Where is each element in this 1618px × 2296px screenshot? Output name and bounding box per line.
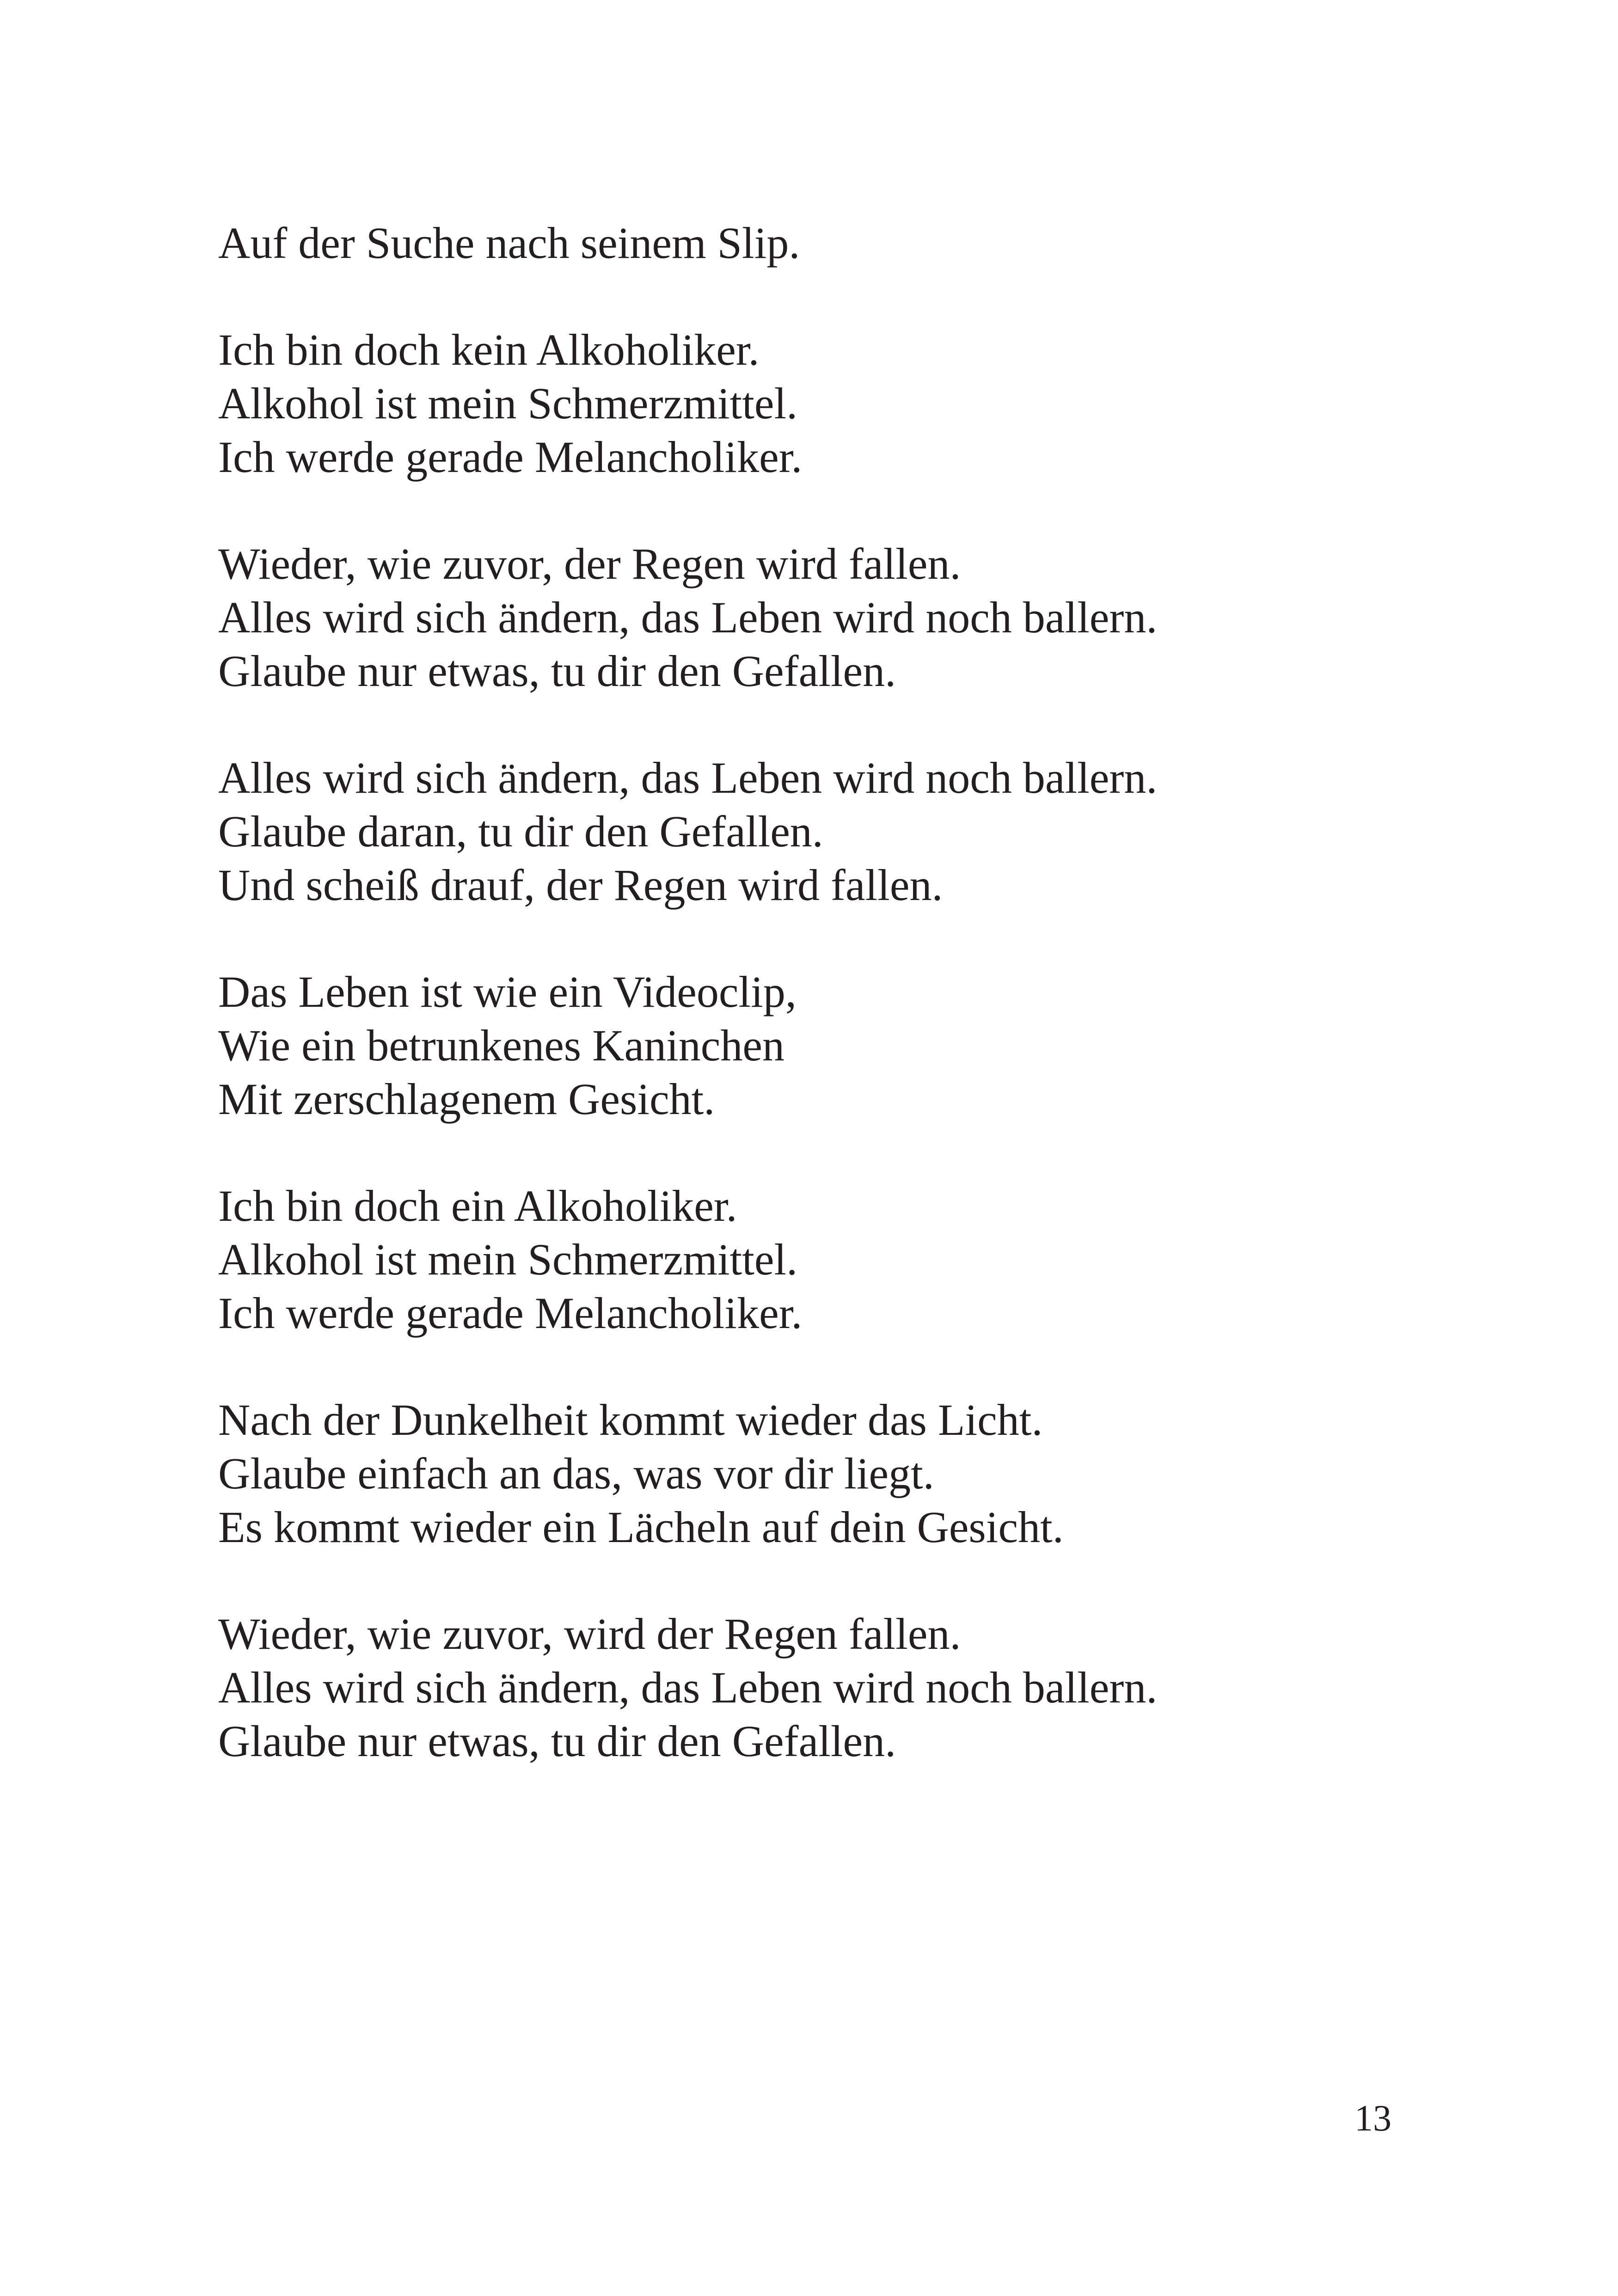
stanza-2 xyxy=(218,323,1466,484)
poem-line: Mit zerschlagenem Gesicht. xyxy=(218,1074,715,1124)
poem-line: Glaube nur etwas, tu dir den Gefallen. xyxy=(218,1716,896,1766)
poem-line: Glaube nur etwas, tu dir den Gefallen. xyxy=(218,646,896,696)
poem-body xyxy=(218,216,1466,1768)
poem-line: Das Leben ist wie ein Videoclip, xyxy=(218,967,797,1016)
poem-line: Ich bin doch ein Alkoholiker. xyxy=(218,1181,737,1231)
poem-line: Und scheiß drauf, der Regen wird fallen. xyxy=(218,860,943,910)
stanza-1 xyxy=(218,216,1466,270)
poem-line: Alkohol ist mein Schmerzmittel. xyxy=(218,1235,798,1284)
poem-line: Alles wird sich ändern, das Leben wird noch ballern. xyxy=(218,593,1158,642)
poem-line: Glaube daran, tu dir den Gefallen. xyxy=(218,807,823,856)
poem-line: Wieder, wie zuvor, wird der Regen fallen. xyxy=(218,1609,961,1659)
stanza-5 xyxy=(218,965,1466,1126)
poem-line: Ich werde gerade Melancholiker. xyxy=(218,1288,803,1338)
poem-line: Wie ein betrunkenes Kaninchen xyxy=(218,1021,784,1070)
poem-line: Alles wird sich ändern, das Leben wird noch ballern. xyxy=(218,753,1158,802)
poem-line: Auf der Suche nach seinem Slip. xyxy=(218,218,800,268)
poem-line: Wieder, wie zuvor, der Regen wird fallen. xyxy=(218,539,961,588)
poem-line: Alles wird sich ändern, das Leben wird noch ballern. xyxy=(218,1663,1158,1712)
stanza-7 xyxy=(218,1393,1466,1554)
poem-line: Ich werde gerade Melancholiker. xyxy=(218,432,803,482)
stanza-8 xyxy=(218,1607,1466,1768)
page-number: 13 xyxy=(1354,2098,1391,2139)
poem-line: Alkohol ist mein Schmerzmittel. xyxy=(218,379,798,428)
stanza-3 xyxy=(218,537,1466,698)
stanza-6 xyxy=(218,1179,1466,1340)
poem-line: Es kommt wieder ein Lächeln auf dein Gesicht. xyxy=(218,1502,1064,1552)
poem-line: Glaube einfach an das, was vor dir liegt. xyxy=(218,1449,934,1498)
poem-line: Nach der Dunkelheit kommt wieder das Licht. xyxy=(218,1395,1043,1445)
poem-line: Ich bin doch kein Alkoholiker. xyxy=(218,325,760,374)
stanza-4 xyxy=(218,751,1466,912)
